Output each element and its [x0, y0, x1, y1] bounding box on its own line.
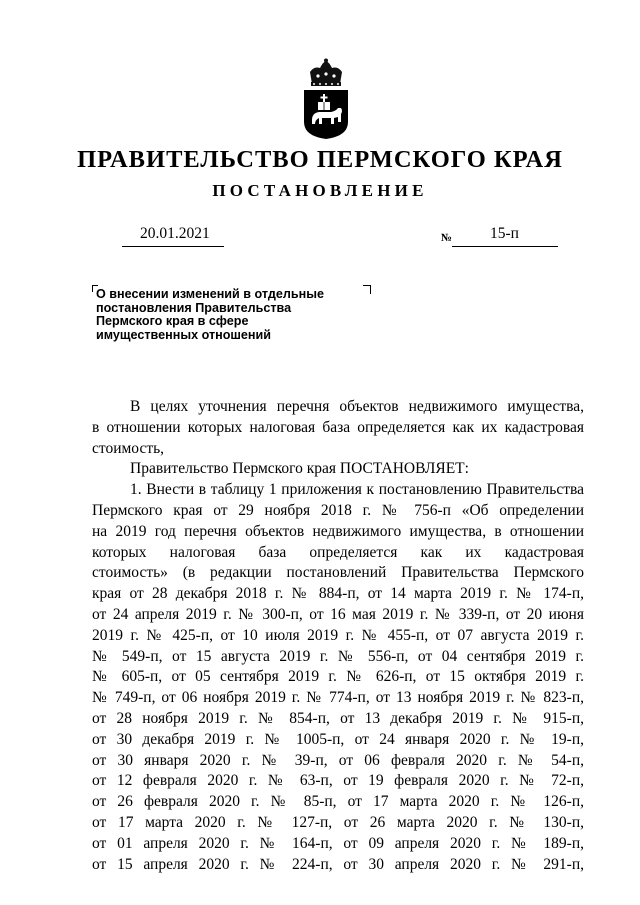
body-line: от 15 апреля 2020 г. № 224-п, от 30 апреля 2020 г. № 291-п,: [92, 855, 584, 873]
document-body: [92, 397, 584, 875]
body-line: Пермского края от 29 ноября 2018 г. № 756-п «Об определении: [92, 501, 584, 519]
body-line: № 549-п, от 15 августа 2019 г. № 556-п, от 04 сентября 2019 г.: [92, 647, 584, 665]
body-line: Правительство Пермского края ПОСТАНОВЛЯЕТ:: [130, 460, 469, 478]
document-subject: [96, 288, 356, 342]
body-line: в отношении которых налоговая база определяется как их кадастровая: [92, 418, 584, 436]
body-line: стоимость,: [92, 439, 165, 457]
body-line: № 749-п, от 06 ноября 2019 г. № 774-п, от 13 ноября 2019 г. № 823-п,: [92, 689, 584, 707]
body-line: на 2019 год перечня объектов недвижимого имущества, в отношении: [92, 522, 584, 540]
crown-icon: [310, 59, 342, 87]
body-line: от 28 ноября 2019 г. № 854-п, от 13 декабря 2019 г. № 915-п,: [92, 709, 584, 727]
body-line: которых налоговая база определяется как их кадастровая: [92, 543, 584, 561]
document-type-heading: ПОСТАНОВЛЕНИЕ: [212, 181, 428, 200]
number-sign: №: [441, 232, 453, 244]
body-line: края от 28 декабря 2018 г. № 884-п, от 14 марта 2019 г. № 174-п,: [92, 585, 584, 603]
body-line: 1. Внести в таблицу 1 приложения к постановлению Правительства: [130, 481, 584, 499]
body-line: от 12 февраля 2020 г. № 63-п, от 19 февраля 2020 г. № 72-п,: [92, 772, 584, 790]
subject-line: О внесении изменений в отдельные: [96, 287, 325, 301]
body-line: В целях уточнения перечня объектов недвижимого имущества,: [130, 398, 584, 415]
coat-of-arms-emblem: [300, 58, 352, 140]
subject-line: имущественных отношений: [96, 327, 272, 342]
document-number: 15-п: [490, 225, 519, 242]
document-date: 20.01.2021: [140, 225, 210, 242]
body-line: стоимость» (в редакции постановлений Правительства Пермского: [92, 564, 584, 582]
government-title: ПРАВИТЕЛЬСТВО ПЕРМСКОГО КРАЯ: [77, 146, 563, 173]
body-line: от 30 января 2020 г. № 39-п, от 06 февраля 2020 г. № 54-п,: [92, 751, 584, 769]
body-line: 2019 г. № 425-п, от 10 июля 2019 г. № 455-п, от 07 августа 2019 г.: [92, 626, 584, 644]
subject-line: постановления Правительства: [96, 300, 292, 315]
body-line: от 30 декабря 2019 г. № 1005-п, от 24 января 2020 г. № 19-п,: [92, 730, 584, 748]
body-line: от 17 марта 2020 г. № 127-п, от 26 марта 2020 г. № 130-п,: [92, 813, 584, 831]
shield-icon: [304, 90, 348, 139]
body-line: от 26 февраля 2020 г. № 85-п, от 17 марта 2020 г. № 126-п,: [92, 793, 584, 811]
body-line: от 01 апреля 2020 г. № 164-п, от 09 апреля 2020 г. № 189-п,: [92, 834, 584, 852]
body-line: от 24 апреля 2019 г. № 300-п, от 16 мая 2019 г. № 339-п, от 20 июня: [92, 605, 584, 623]
date-underline: [122, 246, 224, 247]
number-underline: [452, 246, 558, 247]
subject-bracket-right: [363, 285, 371, 294]
subject-line: Пермского края в сфере: [96, 314, 249, 328]
body-line: № 605-п, от 05 сентября 2019 г. № 626-п, от 15 октября 2019 г.: [92, 668, 584, 686]
